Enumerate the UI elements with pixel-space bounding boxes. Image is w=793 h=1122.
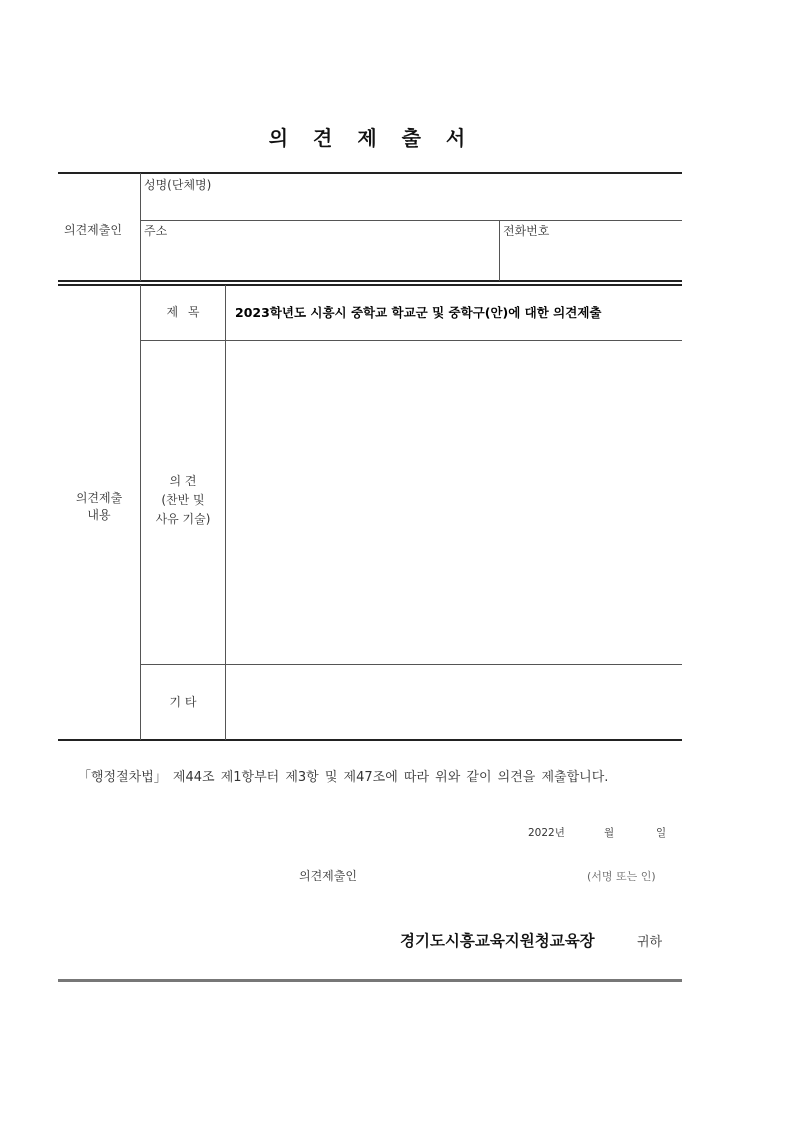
- content-section-label-line1: 의견제출: [75, 491, 123, 505]
- subject-value: 2023학년도 시흥시 중학교 학교군 및 중학구(안)에 대한 의견제출: [235, 305, 602, 320]
- content-section-label: [58, 490, 140, 524]
- section-divider-2: [58, 284, 682, 286]
- submitter-section-label: 의견제출인: [64, 223, 122, 237]
- address-label: 주소: [144, 224, 168, 238]
- recipient: 경기도시흥교육지원청교육장: [400, 932, 595, 950]
- date-month: 월: [604, 827, 615, 839]
- opinion-label-line1: 의 견: [169, 474, 197, 488]
- subject-label: 제 목: [166, 305, 200, 319]
- subfield-column-divider: [225, 285, 226, 740]
- footer-rule: [58, 979, 682, 982]
- table-bottom-border: [58, 739, 682, 741]
- top-border: [58, 172, 682, 174]
- signature-hint: (서명 또는 인): [587, 870, 656, 883]
- legal-statement: 「행정절차법」 제44조 제1항부터 제3항 및 제47조에 따라 위와 같이 의견을 제출합니다.: [78, 770, 609, 785]
- other-input-area[interactable]: [227, 666, 681, 738]
- honorific: 귀하: [637, 935, 663, 950]
- content-section-label-line2: 내용: [87, 508, 111, 522]
- other-label: 기 타: [169, 695, 197, 709]
- opinion-row-divider: [140, 664, 682, 665]
- document-title: 의 견 제 출 서: [268, 126, 475, 150]
- name-row-divider: [140, 220, 682, 221]
- opinion-label-line3: 사유 기술): [155, 512, 211, 526]
- opinion-input-area[interactable]: [227, 342, 681, 663]
- name-label: 성명(단체명): [144, 178, 212, 192]
- date-year: 2022년: [528, 827, 565, 839]
- opinion-label-line2: (찬반 및: [161, 493, 205, 507]
- phone-column-divider: [499, 220, 500, 281]
- phone-label: 전화번호: [503, 224, 550, 238]
- opinion-label: [141, 472, 225, 529]
- signer-label: 의견제출인: [299, 869, 357, 883]
- date-day: 일: [656, 827, 667, 839]
- section-divider-1: [58, 280, 682, 282]
- label-column-divider-top: [140, 173, 141, 281]
- subject-row-divider: [140, 340, 682, 341]
